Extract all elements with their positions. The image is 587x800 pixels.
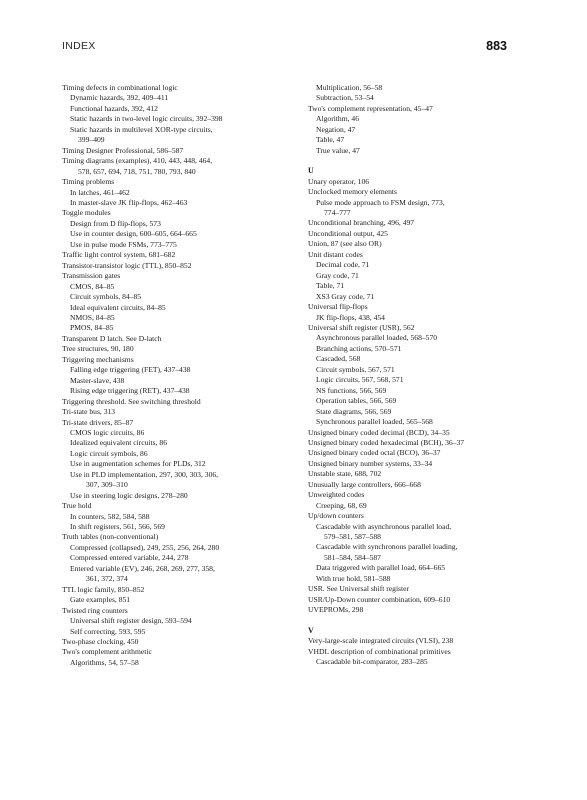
section-letter: U [308, 166, 314, 176]
index-subentry: Cascadable with synchronous parallel loading, [316, 542, 458, 552]
page-header [62, 40, 507, 56]
index-subentry: Algorithms, 54, 57–58 [70, 657, 139, 667]
index-subentry: Design from D flip-flops, 573 [70, 218, 161, 228]
index-entry: Toggle modules [62, 208, 111, 218]
index-entry: Twisted ring counters [62, 605, 128, 615]
index-subentry: PMOS, 84–85 [70, 323, 114, 333]
index-entry-continuation: 399–409 [78, 135, 105, 145]
index-entry: Timing defects in combinational logic [62, 83, 178, 92]
index-subentry: Static hazards in multilevel XOR-type circuits, [70, 124, 213, 134]
index-subentry: Ideal equivalent circuits, 84–85 [70, 302, 166, 312]
index-subentry: Entered variable (EV), 246, 268, 269, 277, 358, [70, 563, 215, 573]
index-subentry: Gate examples, 851 [70, 595, 131, 605]
index-entry: Unconditional branching, 496, 497 [308, 218, 415, 228]
index-subentry: Table, 47 [316, 135, 345, 145]
index-subentry: Use in pulse mode FSMs, 773–775 [70, 239, 177, 249]
index-subentry: Subtraction, 53–54 [316, 93, 374, 103]
index-entry-continuation: 361, 372, 374 [86, 574, 128, 584]
index-subentry: In master-slave JK flip-flops, 462–463 [70, 197, 188, 207]
index-subentry: Multiplication, 56–58 [316, 83, 383, 92]
index-subentry: In counters, 582, 584, 588 [70, 511, 150, 521]
index-subentry: Decimal code, 71 [316, 260, 370, 270]
index-subentry: Rising edge triggering (RET), 437–438 [70, 386, 190, 396]
index-subentry: Pulse mode approach to FSM design, 773, [316, 197, 445, 207]
index-entry: USR/Up-Down counter combination, 609–610 [308, 594, 451, 604]
index-entry: Two's complement arithmetic [62, 647, 152, 657]
index-entry: Unclocked memory elements [308, 187, 397, 197]
index-entry: Triggering threshold. See switching threshold [62, 396, 201, 406]
index-subentry: Universal shift register design, 593–594 [70, 616, 192, 626]
page-number: 883 [486, 39, 507, 53]
index-entry: Unsigned binary coded hexadecimal (BCH), 36–37 [308, 437, 465, 447]
index-entry: Unconditional output, 425 [308, 228, 388, 238]
index-entry: UVEPROMs, 298 [308, 605, 364, 615]
index-subentry: State diagrams, 566, 569 [316, 406, 392, 416]
index-subentry: Logic circuits, 567, 568, 571 [316, 375, 404, 385]
index-entry: Timing problems [62, 177, 115, 187]
index-subentry: With true hold, 581–588 [316, 573, 391, 583]
index-entry-continuation: 581–584, 584–587 [324, 552, 381, 562]
index-subentry: Data triggered with parallel load, 664–665 [316, 563, 446, 573]
index-subentry: Use in augmentation schemes for PLDs, 312 [70, 459, 206, 469]
index-subentry: Compressed (collapsed), 249, 255, 256, 264, 280 [70, 542, 220, 552]
index-column-right [308, 83, 530, 667]
index-entry: Transistor-transistor logic (TTL), 850–852 [62, 260, 192, 270]
index-entry: Unary operator, 106 [308, 176, 370, 186]
index-subentry: True value, 47 [316, 145, 360, 155]
index-subentry: Synchronous parallel loaded, 565–568 [316, 417, 433, 427]
index-subentry: CMOS logic circuits, 86 [70, 427, 145, 437]
index-entry-continuation: 579–581, 587–588 [324, 532, 381, 542]
index-subentry: NMOS, 84–85 [70, 312, 115, 322]
index-subentry: Gray code, 71 [316, 270, 359, 280]
index-entry: Timing Designer Professional, 586–587 [62, 145, 184, 155]
index-entry: Unstable state, 688, 702 [308, 469, 382, 479]
index-entry: Very-large-scale integrated circuits (VLSI), 238 [308, 636, 454, 646]
index-entry: Traffic light control system, 681–682 [62, 250, 176, 260]
index-subentry: Self correcting, 593, 595 [70, 626, 146, 636]
index-entry: True hold [62, 501, 92, 511]
index-entry: Universal shift register (USR), 562 [308, 322, 415, 332]
index-entry: Transmission gates [62, 271, 121, 281]
index-entry: Two's complement representation, 45–47 [308, 103, 433, 113]
index-entry: Unsigned binary coded decimal (BCD), 34–35 [308, 427, 450, 437]
index-subentry: Negation, 47 [316, 124, 356, 134]
index-subentry: Branching actions, 570–571 [316, 343, 402, 353]
index-entry: Unsigned binary coded octal (BCO), 36–37 [308, 448, 441, 458]
index-entry-continuation: 774–777 [324, 207, 351, 217]
index-entry-continuation: 578, 657, 694, 718, 751, 780, 793, 840 [78, 166, 196, 176]
index-entry: Unusually large controllers, 666–668 [308, 479, 421, 489]
index-subentry: Cascadable bit-comparator, 283–285 [316, 657, 428, 667]
index-subentry: Idealized equivalent circuits, 86 [70, 438, 167, 448]
index-subentry: In latches, 461–462 [70, 187, 130, 197]
index-subentry: CMOS, 84–85 [70, 281, 115, 291]
index-entry: USR. See Universal shift register [308, 584, 410, 594]
index-entry: Transparent D latch. See D-latch [62, 333, 162, 343]
index-subentry: Use in PLD implementation, 297, 300, 303, 306, [70, 469, 219, 479]
index-subentry: NS functions, 566, 569 [316, 385, 387, 395]
index-subentry: Falling edge triggering (FET), 437–438 [70, 365, 191, 375]
index-entry-continuation: 307, 309–310 [86, 480, 128, 490]
index-subentry: Master-slave, 438 [70, 375, 125, 385]
section-letter: V [308, 625, 314, 635]
index-subentry: Algorithm, 46 [316, 114, 360, 124]
index-subentry: Table, 71 [316, 281, 345, 291]
index-entry: Union, 87 (see also OR) [308, 239, 382, 249]
index-entry: TTL logic family, 850–852 [62, 584, 145, 594]
index-subentry: Dynamic hazards, 392, 409–411 [70, 93, 169, 103]
index-entry: Two-phase clocking, 450 [62, 637, 139, 647]
index-subentry: JK flip-flops, 438, 454 [316, 312, 385, 322]
index-entry: Unsigned binary number systems, 33–34 [308, 458, 433, 468]
index-entry: Unweighted codes [308, 490, 365, 500]
index-subentry: In shift registers, 561, 566, 569 [70, 522, 165, 532]
index-entry: Triggering mechanisms [62, 354, 134, 364]
index-entry: Tri-state drivers, 85–87 [62, 417, 134, 427]
index-entry: Up/down counters [308, 511, 364, 521]
index-subentry: Cascaded, 568 [316, 354, 361, 364]
index-subentry: Functional hazards, 392, 412 [70, 103, 158, 113]
index-subentry: Compressed entered variable, 244, 278 [70, 553, 189, 563]
index-subentry: Circuit symbols, 84–85 [70, 292, 142, 302]
index-entry: Universal flip-flops [308, 302, 368, 312]
index-subentry: Use in steering logic designs, 278–280 [70, 490, 188, 500]
index-entry: Timing diagrams (examples), 410, 443, 448, 464, [62, 156, 213, 166]
index-entry: Truth tables (non-conventional) [62, 532, 159, 542]
index-subentry: Static hazards in two-level logic circuits, 392–398 [70, 114, 223, 124]
index-entry: Unit distant codes [308, 249, 363, 259]
running-head-title: INDEX [62, 40, 96, 52]
index-subentry: Logic circuit symbols, 86 [70, 448, 148, 458]
index-subentry: Cascadable with asynchronous parallel load, [316, 521, 452, 531]
index-column-left [62, 83, 297, 668]
index-subentry: Operation tables, 566, 569 [316, 396, 397, 406]
index-entry: Tree structures, 90, 180 [62, 344, 134, 354]
index-subentry: Use in counter design, 600–605, 664–665 [70, 229, 197, 239]
index-subentry: Circuit symbols, 567, 571 [316, 364, 395, 374]
index-subentry: Asynchronous parallel loaded, 568–570 [316, 333, 438, 343]
index-subentry: Creeping, 68, 69 [316, 500, 367, 510]
index-entry: Tri-state bus, 313 [62, 407, 116, 417]
index-entry: VHDL description of combinational primitives [308, 646, 451, 656]
index-subentry: XS3 Gray code, 71 [316, 291, 375, 301]
